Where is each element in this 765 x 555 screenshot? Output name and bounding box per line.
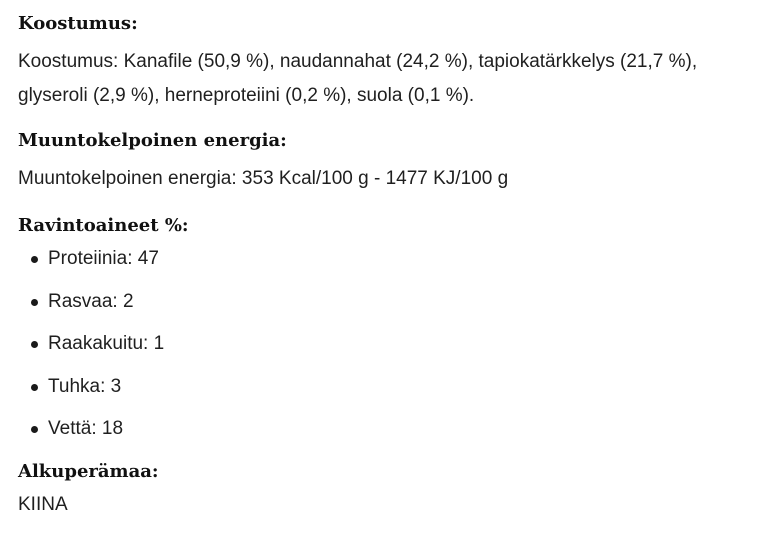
list-item [18, 375, 747, 399]
origin-text: KIINA [18, 493, 68, 515]
bullet-icon [31, 299, 38, 306]
composition-text: Koostumus: Kanafile (50,9 %), naudannahat (24,2 %), tapiokatärkkelys (21,7 %), glyseroli (2,9 %), herneproteiini (0,2 %), suola (0,1 %). [18, 51, 698, 106]
bullet-icon [31, 384, 38, 391]
nutrient-fat: Rasvaa: 2 [48, 290, 134, 312]
list-item [18, 247, 747, 271]
energy-section [18, 129, 747, 196]
origin-section [18, 460, 747, 517]
nutrient-ash: Tuhka: 3 [48, 375, 122, 397]
list-item [18, 332, 747, 356]
energy-text: Muuntokelpoinen energia: 353 Kcal/100 g - 1477 KJ/100 g [18, 168, 509, 189]
nutrients-section [18, 214, 747, 441]
composition-section [18, 12, 747, 113]
list-item [18, 417, 747, 441]
nutrient-protein: Proteiinia: 47 [48, 248, 159, 269]
list-item [18, 290, 747, 314]
nutrient-list [18, 247, 747, 441]
bullet-icon [31, 426, 38, 433]
composition-heading: Koostumus: [18, 13, 138, 34]
nutrient-water: Vettä: 18 [48, 418, 124, 439]
nutrient-fiber: Raakakuitu: 1 [48, 333, 165, 354]
bullet-icon [31, 341, 38, 348]
nutrients-heading: Ravintoaineet %: [18, 215, 189, 236]
origin-heading: Alkuperämaa: [18, 460, 159, 482]
bullet-icon [31, 256, 38, 263]
energy-heading: Muuntokelpoinen energia: [18, 130, 287, 151]
